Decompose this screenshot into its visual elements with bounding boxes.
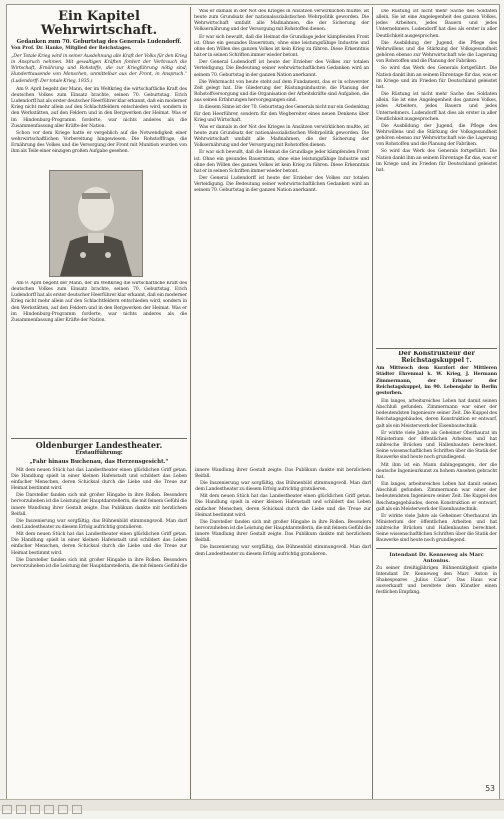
paragraph: Die Darsteller fanden sich mit großer Hingabe in ihre Rollen. Besonders hervorzuheben ist die Leistung der Hauptdarstellerin, die mit feinem Gefühl die innere Wandlung ihrer Gestalt zeigte. Das Publikum dankte mit herzlichem Beifall. (11, 467, 371, 569)
center-column (194, 9, 369, 437)
paragraph: Die Inszenierung war sorgfältig, das Bühnenbild stimmungsvoll. Man darf dem Landestheater zu diesem Erfolg aufrichtig gratulieren. (11, 518, 187, 530)
paragraph: Die Inszenierung war sorgfältig, das Bühnenbild stimmungsvoll. Man darf dem Landestheater zu diesem Erfolg aufrichtig gratulieren. (195, 480, 371, 493)
paragraph: In diesem Sinne ist der 70. Geburtstag des Generals nicht nur ein Gedenktag für den Heerführer, sondern für den Wegbereiter eines neuen Denkens über Krieg und Wirtschaft. (194, 105, 369, 123)
obituary-body (376, 399, 497, 545)
paragraph: So wird das Werk des Generals fortgeführt. Die Nation dankt ihm an seinem Ehrentage für das, was er im Kriege und im Frieden für Deutschland geleistet hat. (376, 149, 497, 173)
obituary-intro: Am Mittwoch dem Kurzfort der Mittleren Städter Ehrenmal k. W. Krieg, J. Hermann Zimmermann, der Erbauer der Reichstagskuppel, im 90. Lebensjahr in Berlin gestorben. (376, 366, 497, 396)
obituary-title: Der Konstrukteur der Reichstagskuppel †. (398, 351, 475, 364)
paragraph: Der General Ludendorff ist heute der Erzieher des Volkes zur totalen Verteidigung. Die Bedeutung seiner wehrwirtschaftlichen Gedanken wird an seinem 70. Geburtstag in der ganzen Nation anerkannt. (194, 60, 369, 78)
paragraph: Mit ihm ist ein Mann dahingegangen, der die deutsche Ingenieurkunst zu hohem Ansehen gebracht hat. (376, 462, 497, 480)
right-column-top (376, 9, 497, 347)
theater-subtitle: Erstaufführung: (75, 450, 123, 457)
paragraph: Schon vor dem Kriege hatte er vergeblich auf die Notwendigkeit einer wehrwirtschaftlichen Vorbereitung hingewiesen. Die Rohstofffrage, die Ernährung des Volkes und die Versorgung der Front mit Munition wurden von ihm als Teile einer einzigen großen Aufgabe gesehen. (11, 130, 187, 155)
theater-article (11, 441, 371, 793)
portrait-photo (49, 170, 143, 277)
theater-title: Oldenburger Landestheater. (35, 441, 163, 450)
newspaper-page (6, 4, 500, 800)
kenneweg-body: Zu seiner dreißigjährigen Bühnentätigkeit spielte Intendant Dr. Kenneweg den Marc Anton in Shakespeares „Julius Cäsar“. Das Haus war ausverkauft und bereitete dem Künstler einen festlichen Empfang. (376, 565, 497, 596)
article-title: Ein Kapitel Wehrwirtschaft. (40, 9, 158, 38)
column-rule (372, 7, 373, 799)
paragraph: Mit dem neuen Stück hat das Landestheater einen glücklichen Griff getan. Die Handlung spielt in einer kleinen Hafenstadt und schildert das Leben einfacher Menschen, deren Schicksal durch die Liebe und die Treue zur Heimat bestimmt wird. (11, 532, 187, 556)
paragraph: Die Ausbildung der Jugend, die Pflege des Wehrwillens und die Stärkung der Volksgesundheit gehören ebenso zur Wehrwirtschaft wie die Lagerung von Rohstoffen und die Planung der Fabriken. (376, 40, 497, 65)
article-byline: Von Prof. Dr. Hanke, Mitglied der Reichstages. (11, 46, 132, 52)
paragraph: Er wirkte viele Jahre als Geheimer Oberbaurat im Ministerium der öffentlichen Arbeiten und hat zahlreiche Brücken und Hallenbauten berechnet. Seine wissenschaftlichen Schriften über die Statik der Bauwerke sind heute noch grundlegend. (376, 430, 497, 461)
section-rule (376, 548, 497, 549)
portrait-image (50, 171, 142, 276)
article-body (11, 281, 187, 324)
paragraph: Ein langes, arbeitsreiches Leben hat damit seinen Abschluß gefunden. Zimmermann war einer der bedeutendsten Ingenieure seiner Zeit. Die Kuppel des Reichstagsgebäudes, deren Konstruktion er entwarf, galt als ein Meisterwerk der Eisenbautechnik. (376, 482, 497, 512)
right-body (376, 9, 497, 174)
article-subtitle: Gedanken zum 70. Geburtstag des Generals Ludendorff. (16, 39, 182, 46)
paragraph: Er war sich bewußt, daß die Heimat die Grundlage jeder kämpfenden Front ist. Ohne ein gesundes Bauerntum, ohne eine leistungsfähige Industrie und ohne den Willen des ganzen Volkes ist kein Krieg zu führen. Diese Erkenntnis hat er in seinen Schriften immer wieder betont. (194, 34, 369, 59)
left-article-continued (11, 281, 187, 435)
paragraph: Die Ausbildung der Jugend, die Pflege des Wehrwillens und die Stärkung der Volksgesundheit gehören ebenso zur Wehrwirtschaft wie die Lagerung von Rohstoffen und die Planung der Fabriken. (376, 123, 497, 148)
paragraph: So wird das Werk des Generals fortgeführt. Die Nation dankt ihm an seinem Ehrentage für das, was er im Kriege und im Frieden für Deutschland geleistet hat. (376, 66, 497, 90)
article-body (11, 87, 187, 156)
play-heading: „Fahr hinaus Buchenau, das Herzensgesicht.“ (29, 458, 169, 465)
paragraph: Mit dem neuen Stück hat das Landestheater einen glücklichen Griff getan. Die Handlung spielt in einer kleinen Hafenstadt und schildert das Leben einfacher Menschen, deren Schicksal durch die Liebe und die Treue zur Heimat bestimmt wird. (195, 494, 371, 518)
paragraph: Die Rüstung ist nicht mehr Sache des Soldaten allein. Sie ist eine Angelegenheit des ganzen Volkes, jedes Arbeiters, jedes Bauern und jedes Unternehmers. Ludendorff hat dies als erster in aller Deutlichkeit ausgesprochen. (376, 92, 497, 122)
kenneweg-title: Intendant Dr. Kenneweg als Marc Antonius. (389, 551, 484, 564)
paragraph: Die Darsteller fanden sich mit großer Hingabe in ihre Rollen. Besonders hervorzuheben ist die Leistung der Hauptdarstellerin, die mit feinem Gefühl die innere Wandlung ihrer Gestalt zeigte. Das Publikum dankte mit herzlichem Beifall. (195, 519, 371, 544)
paragraph: Was er damals in der Not des Krieges in Ansätzen verwirklichen mußte, ist heute zum Grundsatz der nationalsozialistischen Wehrpolitik geworden. Die Wehrwirtschaft umfaßt alle Maßnahmen, die der Sicherung der Volksernährung und der Versorgung mit Rohstoffen dienen. (194, 9, 369, 33)
microfilm-strip (0, 799, 504, 811)
center-body (194, 9, 369, 195)
paragraph: Am 9. April begeht der Mann, der im Weltkrieg die wirtschaftliche Kraft des deutschen Volkes zum Einsatz brachte, seinen 70. Geburtstag. Erich Ludendorff hat als erster deutscher Heerführer klar erkannt, daß ein moderner Krieg nicht mehr allein auf den Schlachtfeldern entschieden wird, sondern in den Werkstätten, auf den Feldern und in den Bergwerken der Heimat. Was er im Hindenburg-Programm forderte, war nichts anderes als die Zusammenfassung aller Kräfte der Nation. (11, 281, 187, 323)
paragraph: Er wirkte viele Jahre als Geheimer Oberbaurat im Ministerium der öffentlichen Arbeiten und hat zahlreiche Brücken und Hallenbauten berechnet. Seine wissenschaftlichen Schriften über die Statik der Bauwerke sind heute noch grundlegend. (376, 513, 497, 544)
paragraph: Am 9. April begeht der Mann, der im Weltkrieg die wirtschaftliche Kraft des deutschen Volkes zum Einsatz brachte, seinen 70. Geburtstag. Erich Ludendorff hat als erster deutscher Heerführer klar erkannt, daß ein moderner Krieg nicht mehr allein auf den Schlachtfeldern entschieden wird, sondern in den Werkstätten, auf den Feldern und in den Bergwerken der Heimat. Was er im Hindenburg-Programm forderte, war nichts anderes als die Zusammenfassung aller Kräfte der Nation. (11, 86, 187, 129)
section-rule (11, 438, 187, 439)
paragraph: Er war sich bewußt, daß die Heimat die Grundlage jeder kämpfenden Front ist. Ohne ein gesundes Bauerntum, ohne eine leistungsfähige Industrie und ohne den Willen des ganzen Volkes ist kein Krieg zu führen. Diese Erkenntnis hat er in seinen Schriften immer wieder betont. (194, 150, 369, 174)
obituary-article (376, 351, 497, 793)
article-intro: „Der Totale Krieg wird in seiner Ausdehnung alle Kraft der Volks für den Krieg in Anspruch nehmen. Mit gewaltigen Kräften fordert der Verbrauch die Wirtschaft, Ernährung und Rohstoffe, die zur Kriegführung nötig sind, Hunderttausende von Menschen, unmittelbar aus der Front, in Anspruch.“ (Ludendorff: Der totale Krieg, 1935.) (11, 53, 187, 84)
section-rule (376, 348, 497, 349)
paragraph: Die Inszenierung war sorgfältig, das Bühnenbild stimmungsvoll. Man darf dem Landestheater zu diesem Erfolg aufrichtig gratulieren. (195, 545, 371, 557)
paragraph: Die Darsteller fanden sich mit großer Hingabe in ihre Rollen. Besonders hervorzuheben ist die Leistung der Hauptdarstellerin, die mit feinem Gefühl die innere Wandlung ihrer Gestalt zeigte. Das Publikum dankte mit herzlichem Beifall. (11, 493, 187, 517)
paragraph: Die Wehrmacht von heute steht auf dem Fundament, das er in schwerster Zeit gelegt hat. Die Gliederung der Rüstungsindustrie, die Planung der Rohstoffversorgung und die Organisation der Arbeitskräfte sind Aufgaben, die aus seinen Erfahrungen hervorgegangen sind. (194, 79, 369, 104)
paragraph: Der General Ludendorff ist heute der Erzieher des Volkes zur totalen Verteidigung. Die Bedeutung seiner wehrwirtschaftlichen Gedanken wird an seinem 70. Geburtstag in der ganzen Nation anerkannt. (194, 176, 369, 194)
page-stamp: 53 (485, 784, 495, 793)
paragraph: Die Rüstung ist nicht mehr Sache des Soldaten allein. Sie ist eine Angelegenheit des ganzen Volkes, jedes Arbeiters, jedes Bauern und jedes Unternehmers. Ludendorff hat dies als erster in aller Deutlichkeit ausgesprochen. (376, 9, 497, 39)
theater-body (11, 468, 371, 571)
paragraph: Mit dem neuen Stück hat das Landestheater einen glücklichen Griff getan. Die Handlung spielt in einer kleinen Hafenstadt und schildert das Leben einfacher Menschen, deren Schicksal durch die Liebe und die Treue zur Heimat bestimmt wird. (11, 467, 187, 492)
paragraph: Was er damals in der Not des Krieges in Ansätzen verwirklichen mußte, ist heute zum Grundsatz der nationalsozialistischen Wehrpolitik geworden. Die Wehrwirtschaft umfaßt alle Maßnahmen, die der Sicherung der Volksernährung und der Versorgung mit Rohstoffen dienen. (194, 124, 369, 149)
paragraph: Ein langes, arbeitsreiches Leben hat damit seinen Abschluß gefunden. Zimmermann war einer der bedeutendsten Ingenieure seiner Zeit. Die Kuppel des Reichstagsgebäudes, deren Konstruktion er entwarf, galt als ein Meisterwerk der Eisenbautechnik. (376, 399, 497, 429)
